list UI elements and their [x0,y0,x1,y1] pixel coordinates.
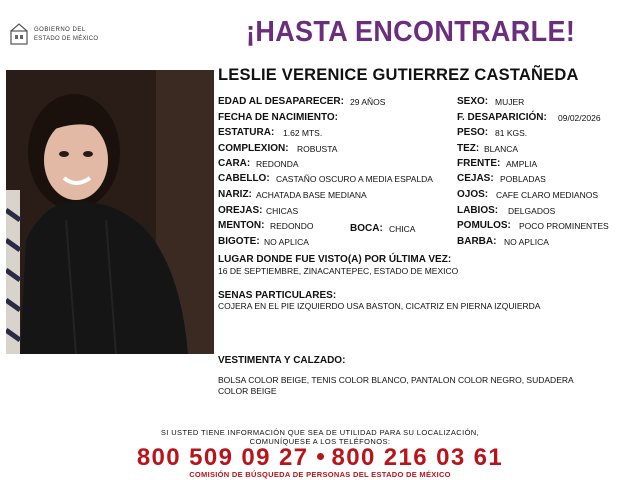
face-value: REDONDA [256,159,299,169]
logo-text-line2: ESTADO DE MÉXICO [34,36,99,42]
last-seen-value: 16 DE SEPTIEMBRE, ZINACANTEPEC, ESTADO DE MEXICO [218,266,459,276]
phone-separator-dot [317,453,324,460]
face-label: CARA: [218,158,251,169]
distinguishing-marks-label: SENAS PARTICULARES: [218,290,337,301]
nose-label: NARIZ: [218,189,252,200]
forehead-value: AMPLIA [506,159,538,169]
sex-value: MUJER [495,97,525,107]
ears-label: OREJAS: [218,205,263,216]
contact-notice-line2: COMUNÍQUESE A LOS TELÉFONOS: [249,437,391,446]
eyes-label: OJOS: [457,189,489,200]
disappearance-date-label: F. DESAPARICIÓN: [457,112,547,123]
height-value: 1.62 MTS. [283,128,323,138]
phone-numbers [0,444,640,472]
build-value: ROBUSTA [297,144,338,154]
mustache-value: NO APLICA [264,237,309,247]
chin-label: MENTON: [218,220,265,231]
cheekbones-value: POCO PROMINENTES [519,221,609,231]
skin-label: TEZ: [457,143,480,154]
government-logo [8,22,118,48]
contact-notice-line1: SI USTED TIENE INFORMACIÓN QUE SEA DE UTILIDAD PARA SU LOCALIZACIÓN, [160,428,480,437]
eyes-value: CAFE CLARO MEDIANOS [496,190,599,200]
phone-number-1[interactable]: 800 509 09 27 [136,444,309,471]
build-label: COMPLEXION: [218,143,289,154]
nose-value: ACHATADA BASE MEDIANA [256,190,367,200]
birthdate-label: FECHA DE NACIMIENTO: [218,112,338,123]
skin-value: BLANCA [484,144,519,154]
mustache-label: BIGOTE: [218,236,260,247]
cheekbones-label: POMULOS: [457,220,511,231]
beard-value: NO APLICA [504,237,549,247]
disappearance-date-value: 09/02/2026 [558,113,601,123]
clothing-value-line1: BOLSA COLOR BEIGE, TENIS COLOR BLANCO, PANTALON COLOR NEGRO, SUDADERA [218,375,574,385]
eyebrows-value: POBLADAS [500,174,546,184]
sex-label: SEXO: [457,96,489,107]
commission-name: COMISIÓN DE BÚSQUEDA DE PERSONAS DEL ESTADO DE MÉXICO [189,470,451,479]
portrait-illustration [6,70,214,354]
clothing-label: VESTIMENTA Y CALZADO: [218,355,346,366]
lips-label: LABIOS: [457,205,499,216]
hair-value: CASTAÑO OSCURO A MEDIA ESPALDA [276,174,433,184]
headline: ¡HASTA ENCONTRARLE! [246,16,576,48]
chin-value: REDONDO [270,221,314,231]
mouth-label: BOCA: [350,223,383,234]
weight-value: 81 KGS. [495,128,528,138]
last-seen-label: LUGAR DONDE FUE VISTO(A) POR ÚLTIMA VEZ: [218,254,452,265]
mouth-value: CHICA [389,224,416,234]
missing-person-photo [6,70,214,354]
hair-label: CABELLO: [218,173,270,184]
clothing-value-line2: COLOR BEIGE [218,386,277,396]
phone-number-2[interactable]: 800 216 03 61 [331,444,504,471]
beard-label: BARBA: [457,236,497,247]
lips-value: DELGADOS [508,206,556,216]
state-emblem-icon [8,22,30,46]
forehead-label: FRENTE: [457,158,501,169]
age-value: 29 AÑOS [350,97,386,107]
logo-text-line1: GOBIERNO DEL [34,27,86,33]
distinguishing-marks-value: COJERA EN EL PIE IZQUIERDO USA BASTON, CICATRIZ EN PIERNA IZQUIERDA [218,301,541,311]
eyebrows-label: CEJAS: [457,173,494,184]
height-label: ESTATURA: [218,127,275,138]
weight-label: PESO: [457,127,489,138]
person-name: LESLIE VERENICE GUTIERREZ CASTAÑEDA [218,66,579,84]
ears-value: CHICAS [266,206,299,216]
age-label: EDAD AL DESAPARECER: [218,96,344,107]
